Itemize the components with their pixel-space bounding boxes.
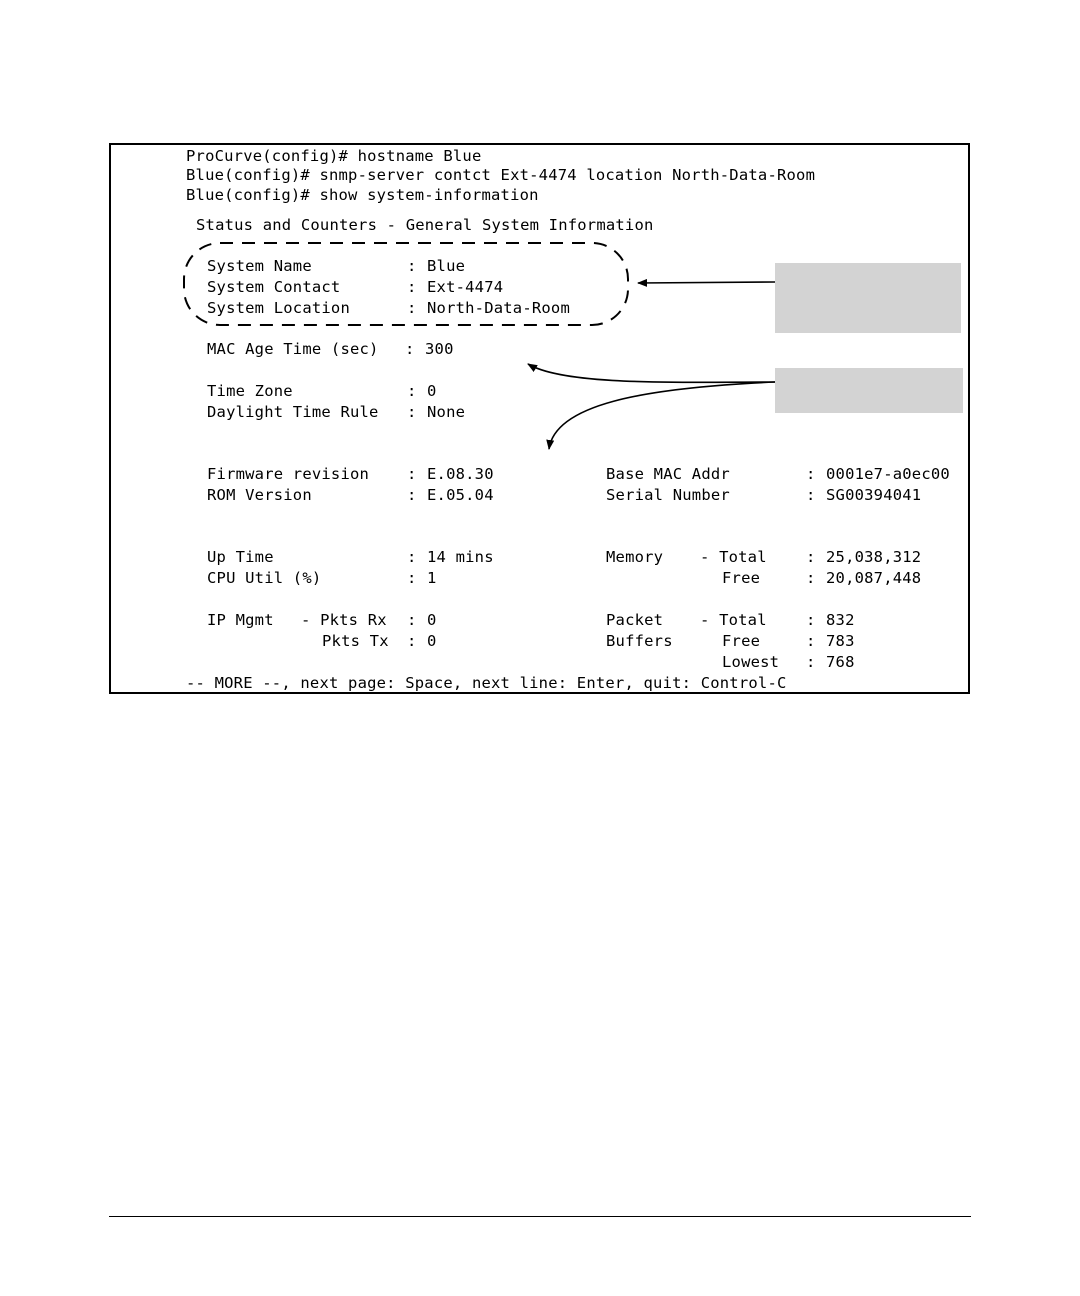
memory-total-value: 25,038,312 (826, 548, 922, 566)
packet-buffers-free-label: Free (722, 632, 761, 650)
separator: : (806, 653, 816, 671)
system-location-label: System Location (207, 299, 350, 317)
separator: : (806, 486, 816, 504)
memory-free-label: Free (722, 569, 761, 587)
separator: : (407, 257, 417, 275)
packet-buffers-total-value: 832 (826, 611, 855, 629)
separator: : (407, 403, 417, 421)
more-prompt: -- MORE --, next page: Space, next line: Enter, quit: Control-C (186, 674, 787, 692)
packet-buffers-total-label: - Total (700, 611, 767, 629)
screen-header: Status and Counters - General System Information (196, 216, 654, 234)
ipmgmt-label: IP Mgmt (207, 611, 274, 629)
separator: : (806, 569, 816, 587)
memory-label: Memory (606, 548, 664, 566)
arrow-to-timezone (549, 382, 775, 449)
mac-age-label: MAC Age Time (sec) (207, 340, 379, 358)
ipmgmt-rx-value: 0 (427, 611, 437, 629)
separator: : (407, 548, 417, 566)
separator: : (407, 611, 417, 629)
time-zone-label: Time Zone (207, 382, 293, 400)
memory-free-value: 20,087,448 (826, 569, 922, 587)
memory-total-label: - Total (700, 548, 767, 566)
footer-rule (109, 1216, 971, 1217)
separator: : (407, 299, 417, 317)
rom-value: E.05.04 (427, 486, 494, 504)
serial-label: Serial Number (606, 486, 730, 504)
packet-buffers-free-value: 783 (826, 632, 855, 650)
system-contact-value: Ext-4474 (427, 278, 504, 296)
system-name-value: Blue (427, 257, 466, 275)
serial-value: SG00394041 (826, 486, 922, 504)
system-location-value: North-Data-Room (427, 299, 570, 317)
daylight-rule-label: Daylight Time Rule (207, 403, 379, 421)
cpu-value: 1 (427, 569, 437, 587)
highlight-dashed-outline (184, 243, 628, 325)
separator: : (407, 569, 417, 587)
packet-buffers-lowest-label: Lowest (722, 653, 780, 671)
separator: : (806, 465, 816, 483)
uptime-value: 14 mins (427, 548, 494, 566)
separator: : (806, 632, 816, 650)
separator: : (407, 278, 417, 296)
separator: : (806, 548, 816, 566)
arrow-to-system-info (638, 282, 775, 283)
separator: : (407, 632, 417, 650)
base-mac-label: Base MAC Addr (606, 465, 730, 483)
uptime-label: Up Time (207, 548, 274, 566)
firmware-label: Firmware revision (207, 465, 370, 483)
ipmgmt-rx-label: - Pkts Rx (301, 611, 387, 629)
mac-age-value: 300 (425, 340, 454, 358)
cpu-label: CPU Util (%) (207, 569, 322, 587)
rom-label: ROM Version (207, 486, 312, 504)
separator: : (407, 465, 417, 483)
command-line: Blue(config)# snmp-server contct Ext-4474 location North-Data-Room (186, 166, 816, 184)
daylight-rule-value: None (427, 403, 466, 421)
separator: : (806, 611, 816, 629)
time-zone-value: 0 (427, 382, 437, 400)
separator: : (405, 340, 415, 358)
system-contact-label: System Contact (207, 278, 341, 296)
ipmgmt-tx-value: 0 (427, 632, 437, 650)
packet-buffers-label-1: Packet (606, 611, 664, 629)
command-line: ProCurve(config)# hostname Blue (186, 147, 482, 165)
arrow-to-mac-age (528, 364, 775, 382)
packet-buffers-lowest-value: 768 (826, 653, 855, 671)
ipmgmt-tx-label: Pkts Tx (322, 632, 389, 650)
firmware-value: E.08.30 (427, 465, 494, 483)
separator: : (407, 382, 417, 400)
command-line: Blue(config)# show system-information (186, 186, 539, 204)
system-name-label: System Name (207, 257, 312, 275)
separator: : (407, 486, 417, 504)
packet-buffers-label-2: Buffers (606, 632, 673, 650)
base-mac-value: 0001e7-a0ec00 (826, 465, 950, 483)
